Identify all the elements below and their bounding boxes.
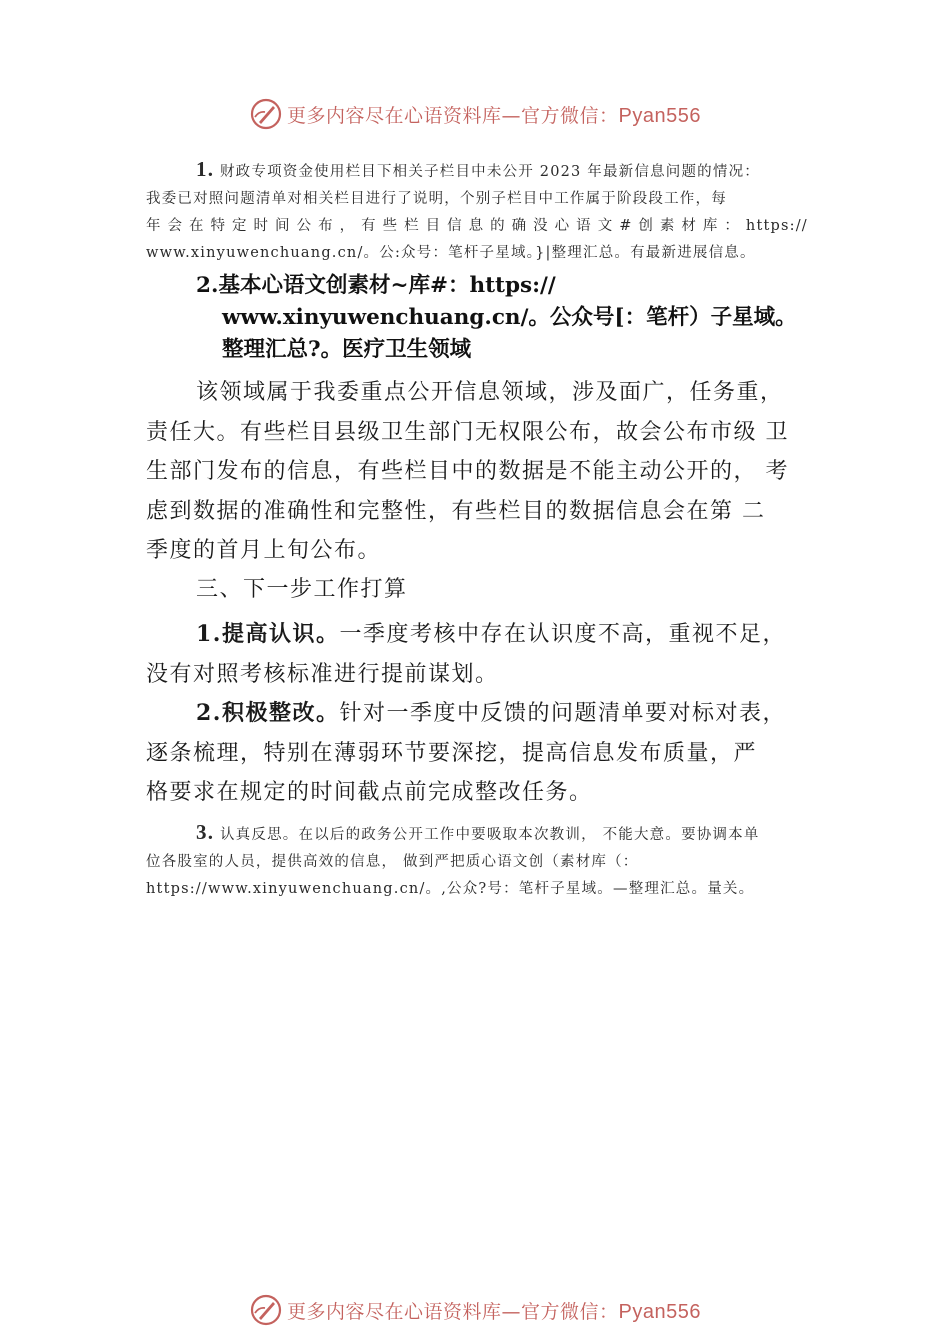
item-2: 2.积极整改。针对一季度中反馈的问题清单要对标对表， 逐条梳理，特别在薄弱环节要深挖，提高信息发布质量，严 格要求在规定的时间截点前完成整改任务。	[146, 700, 786, 805]
quill-pen-logo-icon	[249, 97, 283, 131]
quill-pen-logo-icon	[249, 1293, 283, 1327]
banner-text: 更多内容尽在心语资料库—官方微信：Pyan556	[287, 104, 701, 127]
paragraph-1: 1. 财政专项资金使用栏目下相关子栏目中未公开 2023 年最新信息问题的情况： 我委已对照问题清单对相关栏目进行了说明，个别子栏目中工作属于阶段段工作，每 年 会 在 特 定 时 间 公 布 ， 有 些 栏 目 信 息 的 确 没 心 语 文 # 创 素 材 库 ： https:// www.xinyuwenchuang.cn/。公:众号：笔杆子星域。}|整理汇总。有最新进展信息。	[146, 157, 808, 261]
section-heading-3: 三、下一步工作打算	[196, 577, 408, 602]
item-2-label: 2.积极整改。	[196, 700, 340, 726]
item-1-label: 1.提高认识。	[196, 621, 340, 647]
footer-banner	[0, 1290, 950, 1330]
item-1: 1.提高认识。一季度考核中存在认识度不高，重视不足， 没有对照考核标准进行提前谋划。	[146, 621, 786, 687]
header-banner	[0, 94, 950, 134]
paragraph-2-heading: 2.基本心语文创素材~库#：https:// www.xinyuwenchuang.cn/。公众号[：笔杆）子星域。 整理汇总?。医疗卫生领域	[196, 273, 797, 362]
banner-text: 更多内容尽在心语资料库—官方微信：Pyan556	[287, 1300, 701, 1323]
item-3: 3. 认真反思。在以后的政务公开工作中要吸取本次教训， 不能大意。要协调本单 位各股室的人员，提供高效的信息， 做到严把质心语文创（素材库（： https://www.xinyuwenchuang.cn/。,公众?号：笔杆子星域。—整理汇总。量关。	[146, 820, 760, 897]
paragraph-3: 该领域属于我委重点公开信息领域，涉及面广，任务重， 责任大。有些栏目县级卫生部门无权限公布，故会公布市级 卫 生部门发布的信息，有些栏目中的数据是不能主动公开的， 考 虑到数据的准确性和完整性，有些栏目的数据信息会在第 二 季度的首月上旬公布。	[146, 380, 789, 563]
